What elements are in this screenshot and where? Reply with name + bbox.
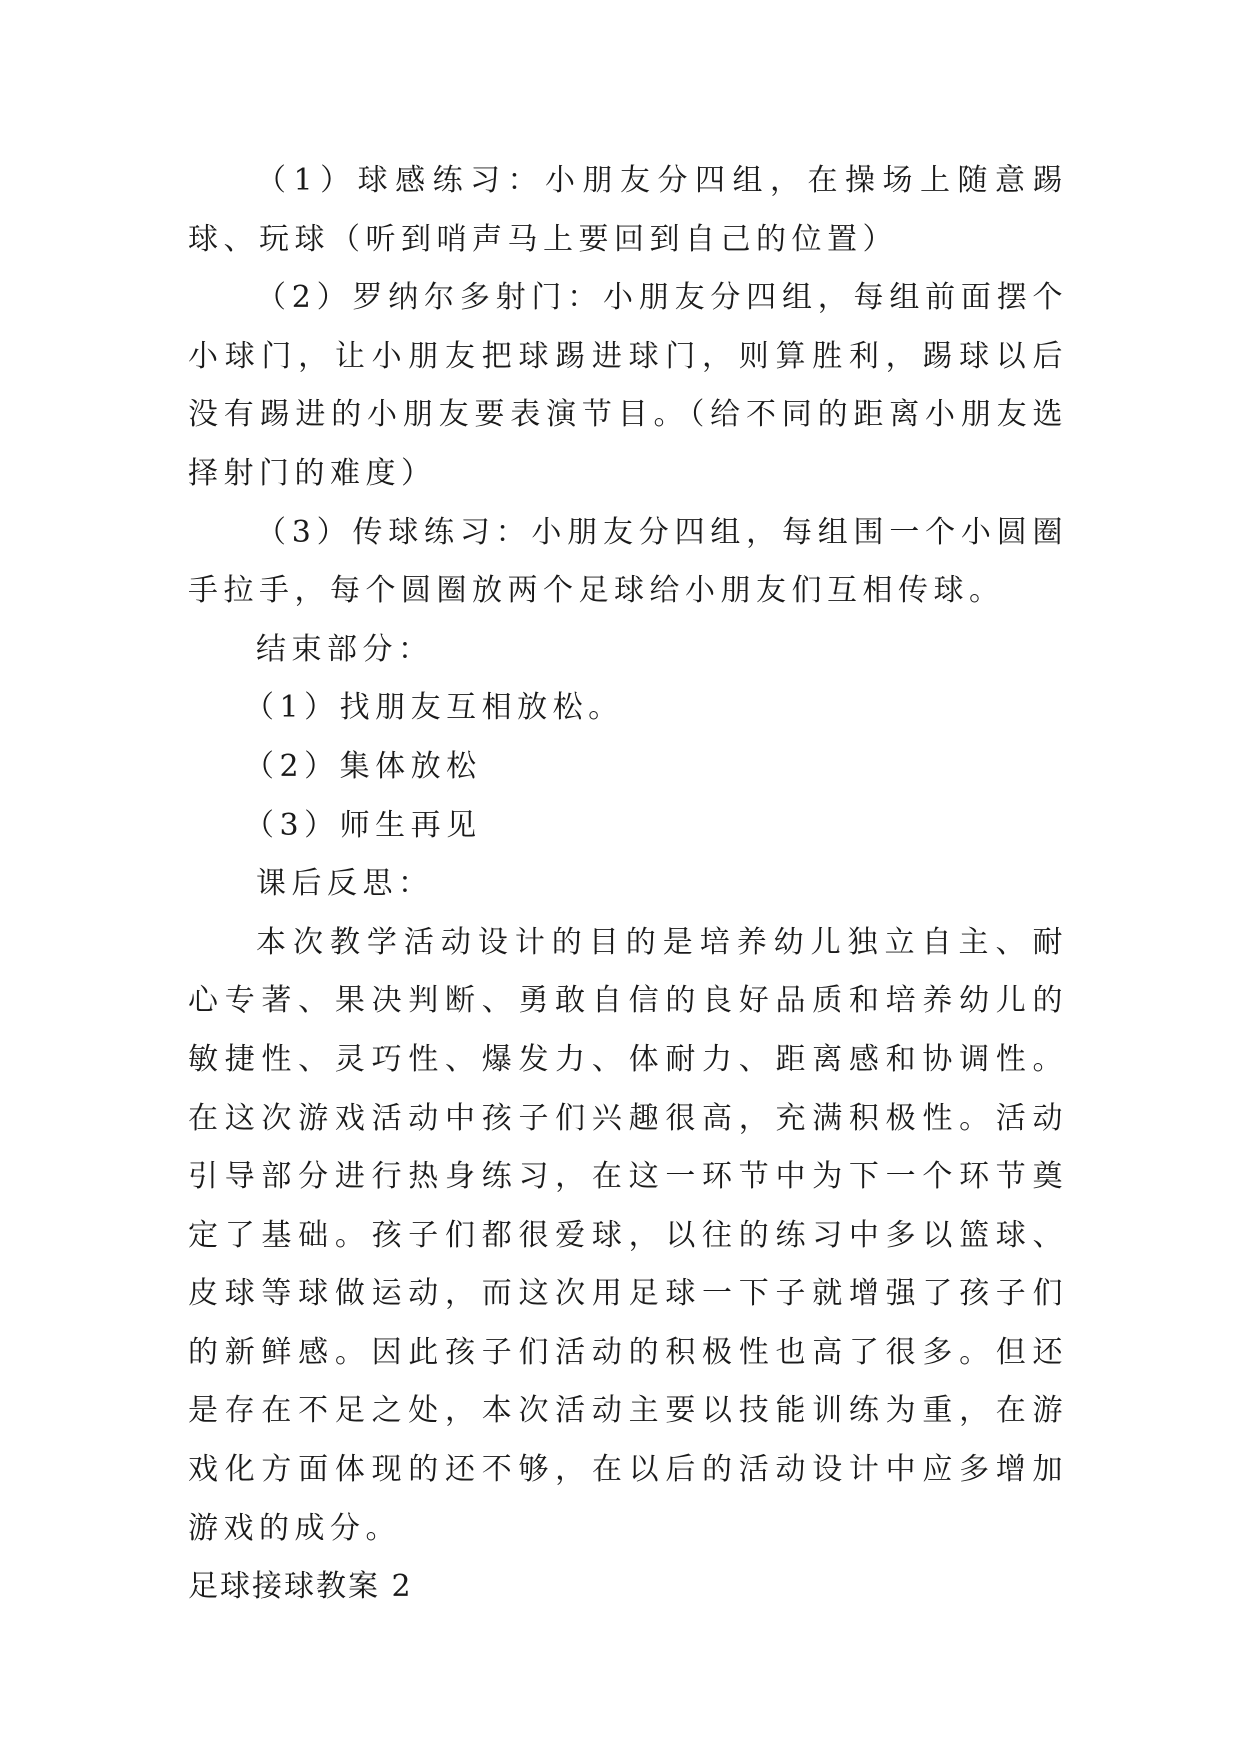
paragraph-ending-item-2: （2）集体放松 (244, 748, 482, 784)
paragraph-reflection-heading: 课后反思： (256, 866, 434, 902)
section-heading: 足球接球教案 2 (188, 1569, 413, 1605)
document-body (188, 152, 1068, 1617)
paragraph-reflection-body: 本次教学活动设计的目的是培养幼儿独立自主、耐心专著、果决判断、勇敢自信的良好品质和培养幼儿的敏捷性、灵巧性、爆发力、体耐力、距离感和协调性。在这次游戏活动中孩子们兴趣很高，充满积极性。活动引导部分进行热身练习，在这一环节中为下一个环节奠定了基础。孩子们都很爱球，以往的练习中多以篮球、皮球等球做运动，而这次用足球一下子就增强了孩子们的新鲜感。因此孩子们活动的积极性也高了很多。但还是存在不足之处，本次活动主要以技能训练为重，在游戏化方面体现的还不够，在以后的活动设计中应多增加游戏的成分。 (188, 924, 1068, 1546)
paragraph-ending-item-1: （1）找朋友互相放松。 (244, 690, 624, 726)
paragraph-ending-part-heading: 结束部分： (256, 631, 434, 667)
paragraph-passing-practice: （3）传球练习：小朋友分四组，每组围一个小圆圈手拉手，每个圆圈放两个足球给小朋友们互相传球。 (188, 514, 1068, 609)
paragraph-ball-feel-practice: （1）球感练习：小朋友分四组，在操场上随意踢球、玩球（听到哨声马上要回到自己的位置） (188, 163, 1068, 257)
paragraph-ronaldo-shooting: （2）罗纳尔多射门：小朋友分四组，每组前面摆个小球门，让小朋友把球踢进球门，则算胜利，踢球以后没有踢进的小朋友要表演节目。（给不同的距离小朋友选择射门的难度） (188, 280, 1068, 491)
paragraph-ending-item-3: （3）师生再见 (244, 807, 482, 843)
